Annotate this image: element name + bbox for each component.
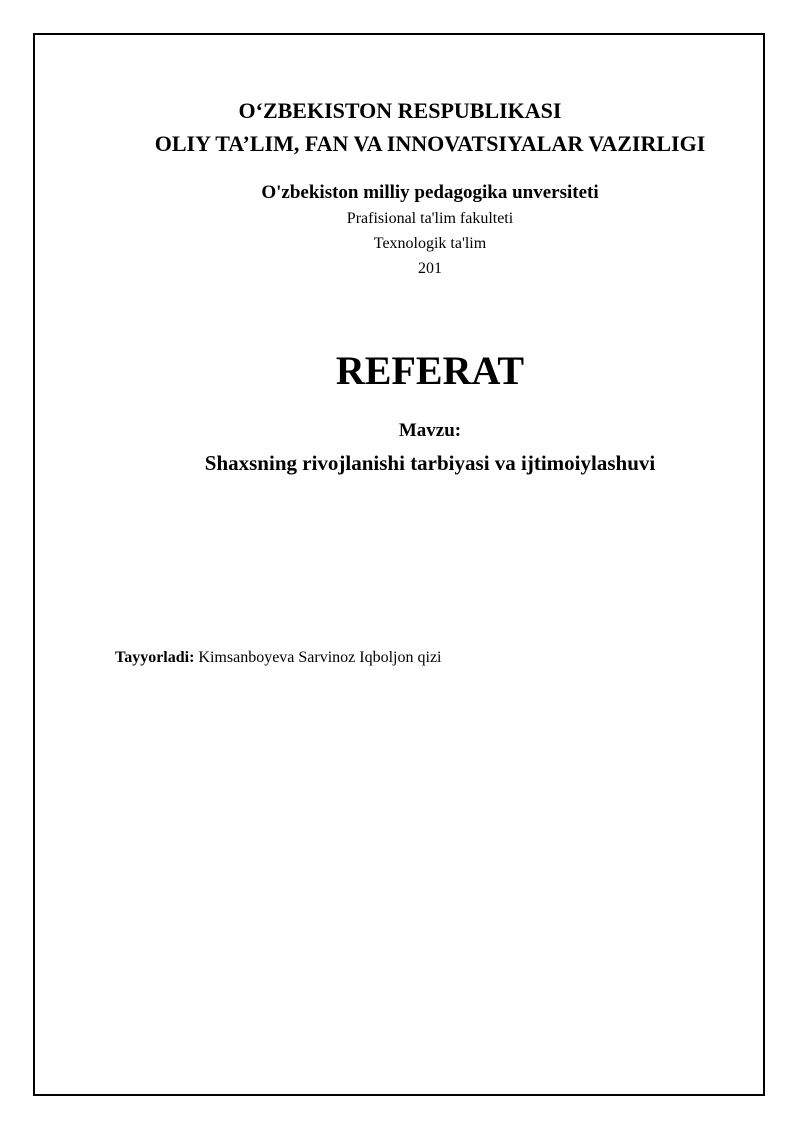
university-name: O'zbekiston milliy pedagogika unversiteti (261, 182, 599, 203)
author-line (115, 648, 441, 668)
department-name: Texnologik ta'lim (373, 235, 487, 252)
topic-label: Mavzu: (398, 420, 462, 441)
ministry-heading: OLIY TA’LIM, FAN VA INNOVATSIYALAR VAZIRLIGI (154, 131, 706, 156)
document-title: REFERAT (335, 348, 525, 393)
author-name: Kimsanboyeva Sarvinoz Iqboljon qizi (198, 649, 442, 666)
republic-heading: O‘ZBEKISTON RESPUBLIKASI (238, 98, 562, 123)
topic-title: Shaxsning rivojlanishi tarbiyasi va ijtimoiylashuvi (204, 451, 656, 475)
faculty-name: Prafisional ta'lim fakulteti (346, 210, 514, 227)
group-number: 201 (418, 260, 442, 277)
author-label: Tayyorladi: (115, 649, 195, 666)
